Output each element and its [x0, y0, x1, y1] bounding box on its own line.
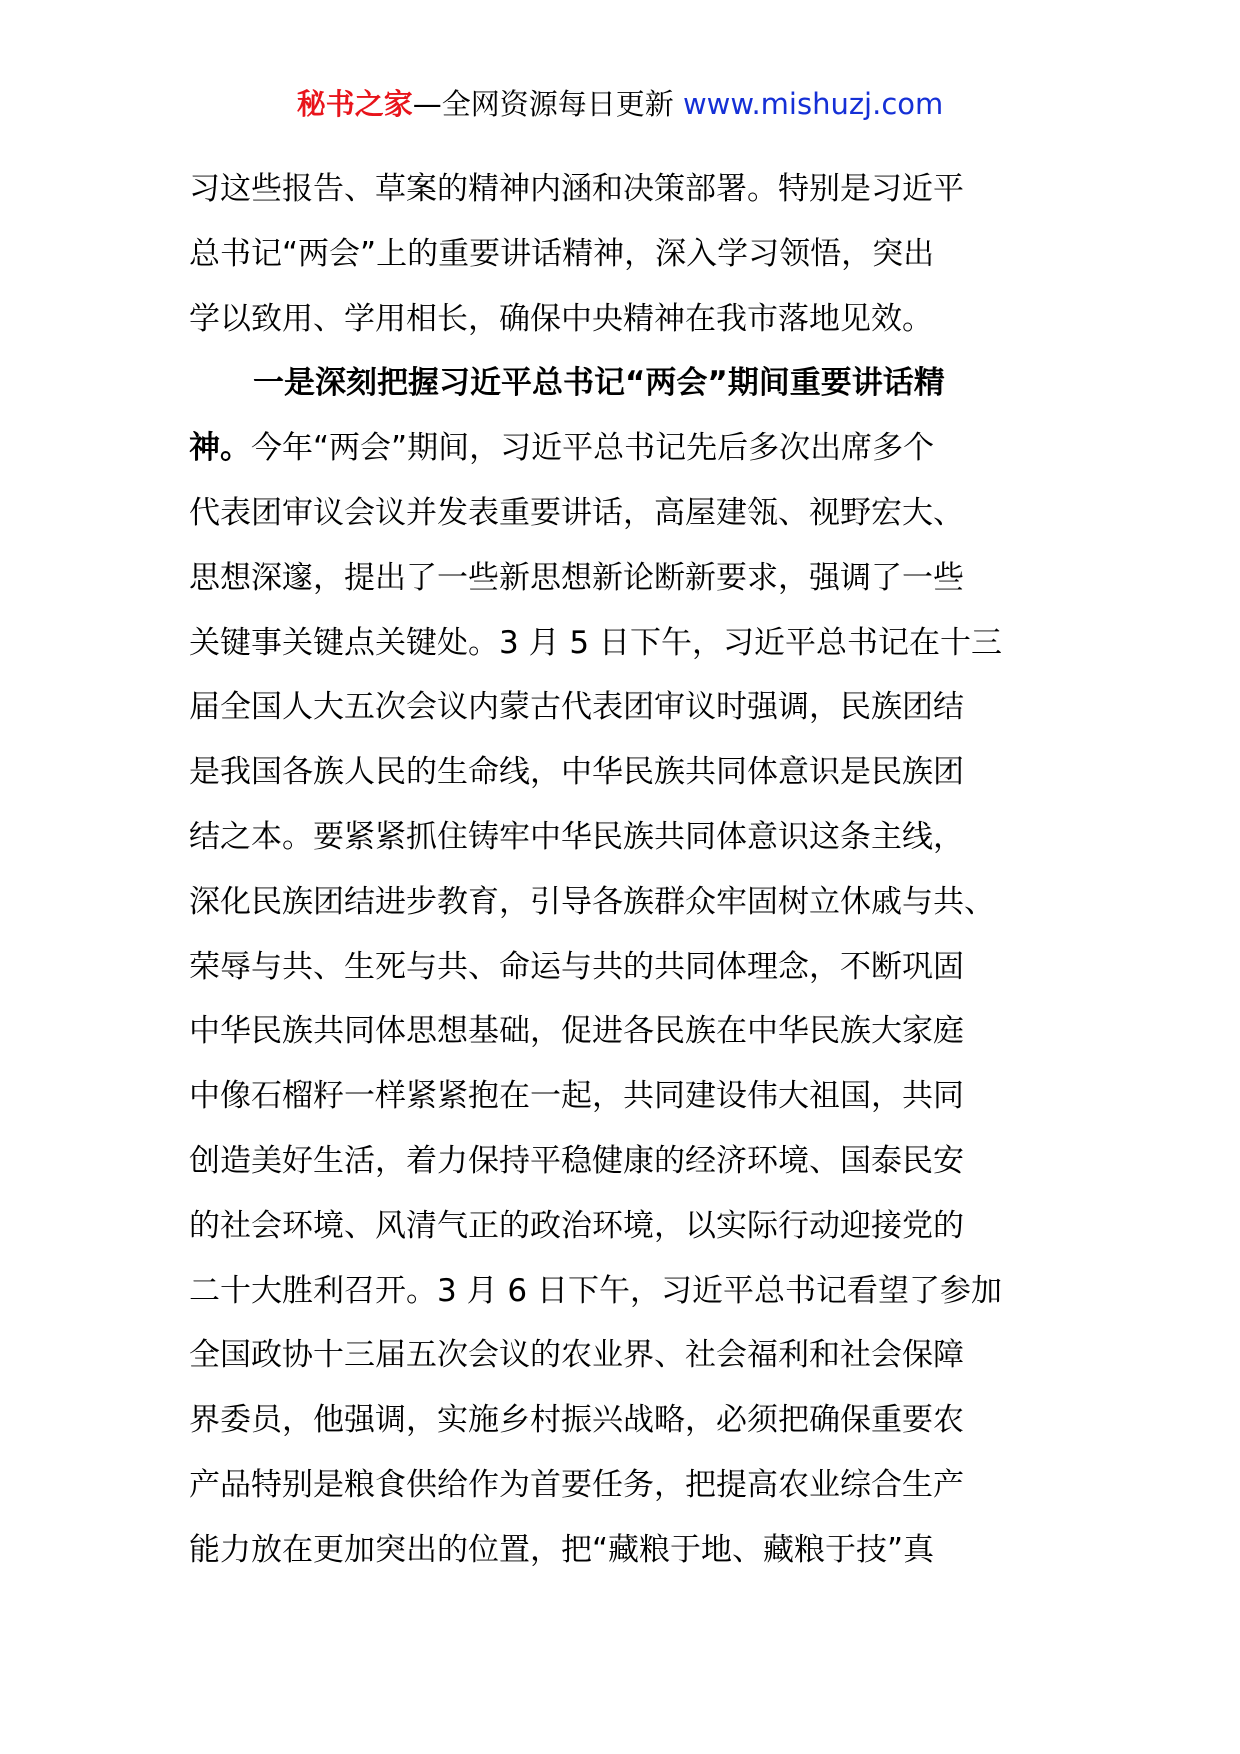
text-line: 中华民族共同体思想基础，促进各民族在中华民族大家庭: [189, 1013, 964, 1050]
text-line: 结之本。要紧紧抓住铸牢中华民族共同体意识这条主线，: [189, 818, 964, 855]
text-line: 的社会环境、风清气正的政治环境，以实际行动迎接党的: [189, 1207, 964, 1244]
text-line: 创造美好生活，着力保持平稳健康的经济环境、国泰民安: [189, 1142, 964, 1179]
site-brand: 秘书之家: [296, 87, 413, 121]
text-line: 关键事关键点关键处。3 月 5 日下午，习近平总书记在十三: [189, 624, 1003, 661]
text-line: 学以致用、学用相长，确保中央精神在我市落地见效。: [189, 300, 933, 337]
text-line: 能力放在更加突出的位置，把“藏粮于地、藏粮于技”真: [189, 1531, 935, 1568]
text-line: 思想深邃，提出了一些新思想新论断新要求，强调了一些: [189, 559, 964, 596]
document-body: [189, 157, 1059, 1583]
text-line: 是我国各族人民的生命线，中华民族共同体意识是民族团: [189, 754, 964, 791]
text-line: 深化民族团结进步教育，引导各族群众牢固树立休戚与共、: [189, 883, 995, 920]
text-line: 中像石榴籽一样紧紧抱在一起，共同建设伟大祖国，共同: [189, 1078, 964, 1115]
text-line: 习这些报告、草案的精神内涵和决策部署。特别是习近平: [189, 171, 964, 207]
site-tagline: —全网资源每日更新: [412, 87, 674, 121]
text-line: 全国政协十三届五次会议的农业界、社会福利和社会保障: [189, 1337, 964, 1374]
text-line: 总书记“两会”上的重要讲话精神，深入学习领悟，突出: [189, 235, 935, 272]
text-line: 界委员，他强调，实施乡村振兴战略，必须把确保重要农: [189, 1402, 964, 1439]
text-line-continuation: 今年“两会”期间，习近平总书记先后多次出席多个: [251, 430, 935, 467]
text-line: 产品特别是粮食供给作为首要任务，把提高农业综合生产: [189, 1466, 964, 1503]
site-header: [0, 84, 1240, 124]
text-line: 荣辱与共、生死与共、命运与共的共同体理念，不断巩固: [189, 948, 964, 985]
text-line: 二十大胜利召开。3 月 6 日下午，习近平总书记看望了参加: [189, 1272, 1003, 1309]
text-line-mixed: [189, 416, 1059, 481]
site-url-link[interactable]: www.mishuzj.com: [682, 87, 944, 121]
text-line: 代表团审议会议并发表重要讲话，高屋建瓴、视野宏大、: [189, 494, 964, 531]
section-heading-end: 神。: [189, 430, 251, 467]
section-heading-line: 一是深刻把握习近平总书记“两会”期间重要讲话精: [253, 365, 945, 402]
text-line: 届全国人大五次会议内蒙古代表团审议时强调，民族团结: [189, 689, 964, 726]
